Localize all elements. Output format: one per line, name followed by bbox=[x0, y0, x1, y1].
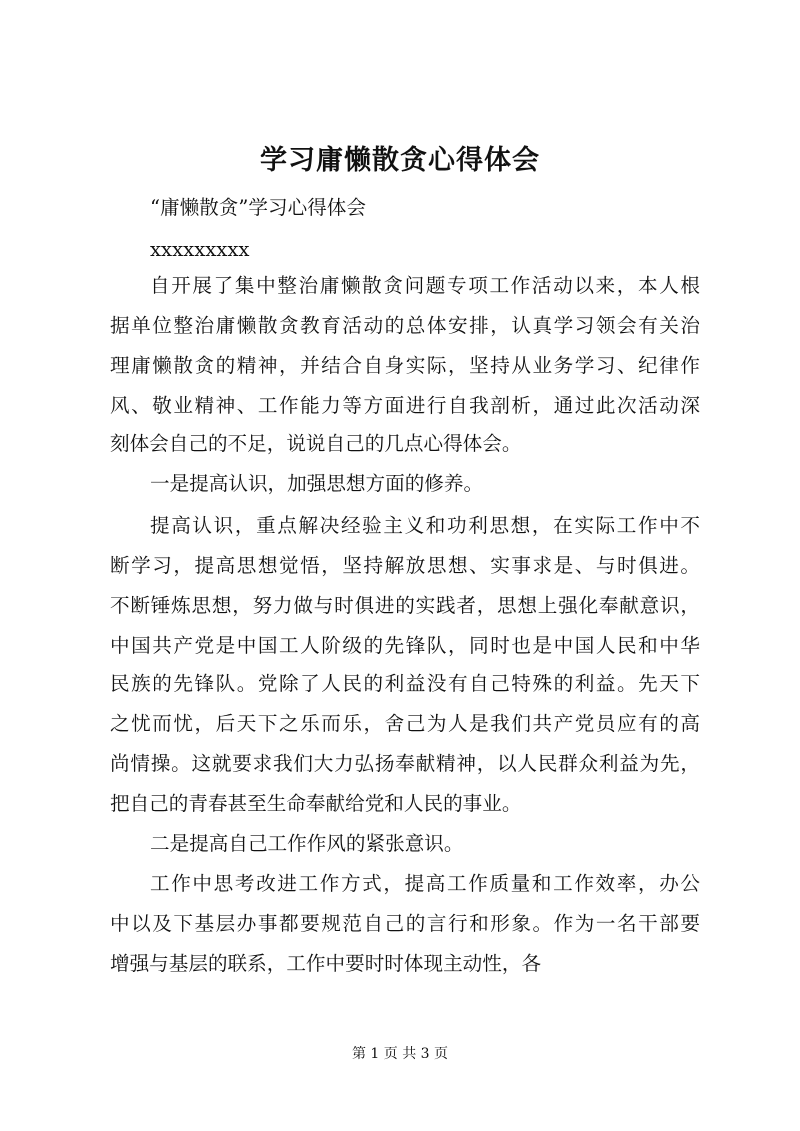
body-line: 据单位整治庸懒散贪教育活动的总体安排，认真学习领会有关治 bbox=[110, 314, 700, 337]
section-heading: 一是提高认识，加强思想方面的修养。 bbox=[150, 472, 484, 495]
subtitle-line: “庸懒散贪”学习心得体会 bbox=[150, 196, 366, 219]
body-line: 中国共产党是中国工人阶级的先锋队，同时也是中国人民和中华 bbox=[110, 634, 700, 657]
document-title: 学习庸懒散贪心得体会 bbox=[260, 145, 540, 176]
body-line: 把自己的青春甚至生命奉献给党和人民的事业。 bbox=[110, 792, 522, 815]
body-line: 之忧而忧，后天下之乐而乐，舍己为人是我们共产党员应有的高 bbox=[110, 712, 700, 735]
body-line: 不断锤炼思想，努力做与时俱进的实践者，思想上强化奉献意识， bbox=[110, 594, 700, 617]
section-heading: 二是提高自己工作作风的紧张意识。 bbox=[150, 832, 464, 855]
body-line: 断学习，提高思想觉悟，坚持解放思想、实事求是、与时俱进。 bbox=[110, 554, 700, 577]
body-line: 工作中思考改进工作方式，提高工作质量和工作效率，办公 bbox=[150, 872, 700, 895]
body-line: 风、敬业精神、工作能力等方面进行自我剖析，通过此次活动深 bbox=[110, 394, 700, 417]
body-line: 理庸懒散贪的精神，并结合自身实际，坚持从业务学习、纪律作 bbox=[110, 354, 700, 377]
author-line: xxxxxxxxx bbox=[150, 238, 250, 261]
body-line: 中以及下基层办事都要规范自己的言行和形象。作为一名干部要 bbox=[110, 912, 700, 935]
body-line: 刻体会自己的不足，说说自己的几点心得体会。 bbox=[110, 432, 522, 455]
body-line: 民族的先锋队。党除了人民的利益没有自己特殊的利益。先天下 bbox=[110, 672, 700, 695]
body-line: 增强与基层的联系，工作中要时时体现主动性，各 bbox=[110, 952, 542, 975]
body-line: 尚情操。这就要求我们大力弘扬奉献精神，以人民群众利益为先， bbox=[110, 752, 700, 775]
page-footer: 第 1 页 共 3 页 bbox=[351, 1046, 449, 1062]
body-line: 提高认识，重点解决经验主义和功利思想，在实际工作中不 bbox=[150, 514, 700, 537]
body-line: 自开展了集中整治庸懒散贪问题专项工作活动以来，本人根 bbox=[150, 274, 700, 297]
